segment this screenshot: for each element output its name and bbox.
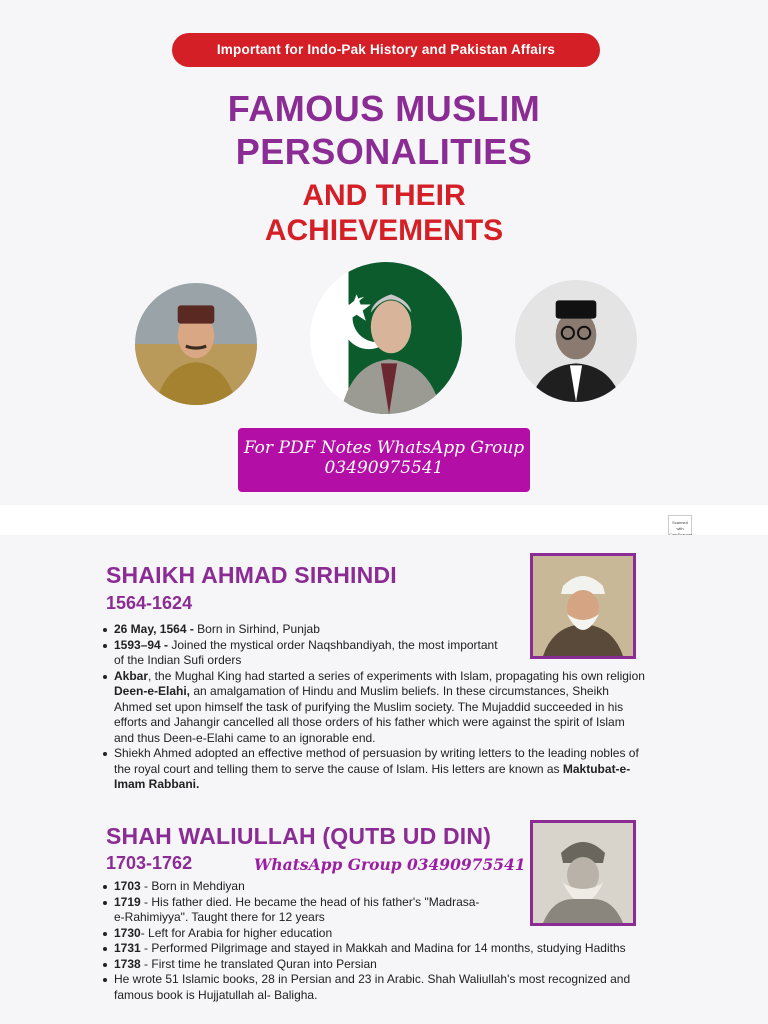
subtitle-line-2: ACHIEVEMENTS (264, 214, 504, 247)
portrait-jinnah-icon (310, 262, 462, 414)
topic-banner: Important for Indo-Pak History and Pakistan Affairs (172, 33, 600, 67)
list-item: 1730- Left for Arabia for higher education (100, 926, 648, 942)
section-title-sirhindi: SHAIKH AHMAD SIRHINDI (106, 562, 397, 588)
sirhindi-facts-list (100, 622, 648, 793)
page-gap (0, 505, 768, 535)
whatsapp-promo-box (238, 428, 530, 492)
whatsapp-promo-number: 03490975541 (324, 458, 444, 478)
subtitle-line-1: AND THEIR (302, 179, 466, 212)
portrait-liaquat-icon (515, 280, 637, 402)
whatsapp-watermark: WhatsApp Group 03490975541 (254, 855, 526, 874)
scanner-badge-line-1: Scanned with (672, 520, 688, 531)
section-title-waliullah: SHAH WALIULLAH (QUTB UD DIN) (106, 823, 492, 849)
list-item: 1593–94 - Joined the mystical order Naqshbandiyah, the most important of the Indian Sufi orders (100, 638, 504, 669)
cover-page (0, 0, 768, 505)
section-years-sirhindi: 1564-1624 (106, 593, 193, 613)
title-line-2: PERSONALITIES (235, 131, 533, 172)
scanner-badge (668, 515, 692, 537)
section-years-waliullah: 1703-1762 (106, 853, 193, 873)
list-item: Akbar, the Mughal King had started a series of experiments with Islam, propagating his own religion Deen-e-Elahi, an amalgamation of Hindu and Muslim beliefs. In these circumstances, Sheikh Ahmed set upon himself the task of purifying the Muslim society. The Mujaddid succeeded in his efforts and Jahangir cancelled all those orders of his father which were against the spirit of Islam and thus Deen-e-Elahi came to an ignorable end. (100, 669, 648, 747)
list-item: 1719 - His father died. He became the head of his father's "Madrasa-e-Rahimiyya". Taught there for 12 years (100, 895, 484, 926)
waliullah-facts-list (100, 879, 648, 1003)
list-item: 26 May, 1564 - Born in Sirhind, Punjab (100, 622, 504, 638)
list-item: 1738 - First time he translated Quran into Persian (100, 957, 648, 973)
list-item: He wrote 51 Islamic books, 28 in Persian and 23 in Arabic. Shah Waliullah's most recognized and famous book is Hujjatullah al- Baligha. (100, 972, 648, 1003)
list-item: 1731 - Performed Pilgrimage and stayed in Makkah and Madina for 14 months, studying Hadiths (100, 941, 648, 957)
portrait-iqbal-icon (135, 283, 257, 405)
list-item: Shiekh Ahmed adopted an effective method of persuasion by writing letters to the leading nobles of the royal court and telling them to serve the cause of Islam. His letters are known as Maktubat-e-Imam Rabbani. (100, 746, 648, 793)
whatsapp-promo-line-1: For PDF Notes WhatsApp Group (243, 438, 525, 458)
title-line-1: FAMOUS MUSLIM (227, 88, 541, 129)
list-item: 1703 - Born in Mehdiyan (100, 879, 648, 895)
